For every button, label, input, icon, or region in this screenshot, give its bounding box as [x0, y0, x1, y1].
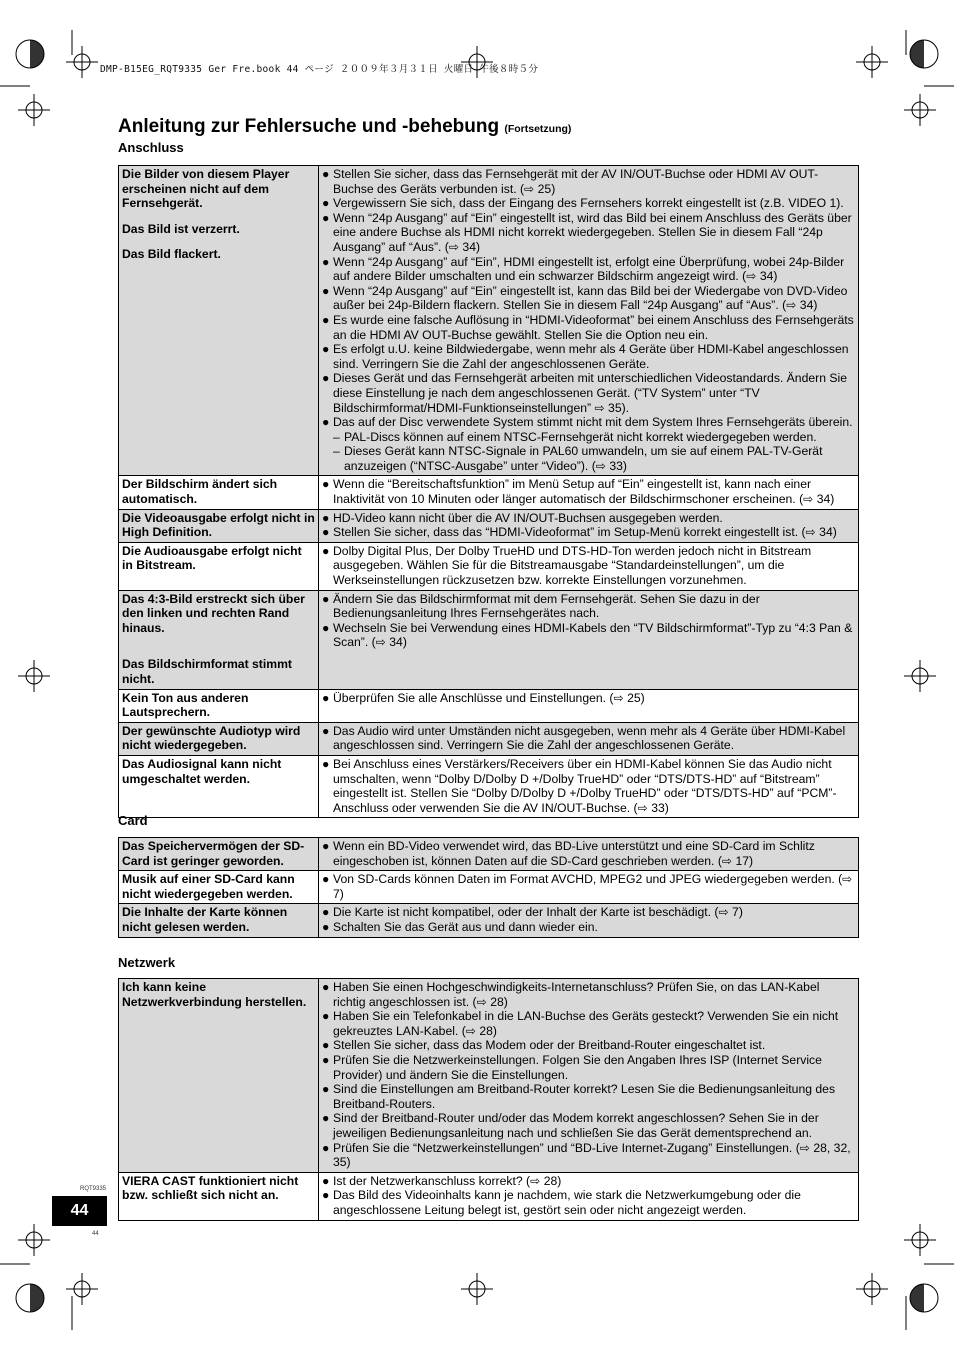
page-number-tab: 44 [52, 1196, 107, 1226]
table-row [119, 689, 859, 722]
table-row [119, 542, 859, 590]
solution-text: Die Karte ist nicht kompatibel, oder der Inhalt der Karte ist beschädigt. (⇨ 7) [333, 905, 743, 920]
solution-item [322, 371, 855, 415]
problem-text: Das Speichervermögen der SD-Card ist geringer geworden. [122, 839, 305, 868]
solution-item [322, 211, 855, 255]
solution-item [322, 1053, 855, 1082]
table-row [119, 904, 859, 937]
bullet-icon: ● [322, 872, 330, 887]
solution-text: Das Bild des Videoinhalts kann je nachdem, wie stark die Netzwerkumgebung oder die angeschlossene Leitung belegt ist, gestört sein oder nicht angezeigt werden. [333, 1188, 801, 1217]
solution-item [322, 196, 855, 211]
problem-cell [119, 979, 319, 1173]
problem-cell [119, 1172, 319, 1220]
dash-icon: – [333, 444, 340, 459]
section-heading: Netzwerk [118, 955, 176, 970]
solution-item [322, 872, 855, 901]
solution-text: Haben Sie ein Telefonkabel in die LAN-Buchse des Geräts gesteckt? Verwenden Sie ein nicht gekreuztes LAN-Kabel. (⇨ 28) [333, 1009, 839, 1038]
bullet-icon: ● [322, 510, 330, 525]
solution-text: Sind die Einstellungen am Breitband-Router korrekt? Lesen Sie die Bedienungsanleitung des Breitband-Routers. [333, 1082, 836, 1111]
page-title-suffix: (Fortsetzung) [504, 123, 572, 135]
problem-cell [119, 166, 319, 476]
solution-item [322, 980, 855, 1009]
bullet-icon: ● [322, 543, 330, 558]
bullet-icon: ● [322, 254, 330, 269]
solution-subtext: PAL-Discs können auf einem NTSC-Fernsehgerät nicht korrekt wiedergegeben werden. [344, 429, 817, 444]
problem-text: Das Bild ist verzerrt. [122, 221, 240, 236]
solution-item [322, 284, 855, 313]
bullet-icon: ● [322, 1009, 330, 1024]
problem-text: Musik auf einer SD-Card kann nicht wiedergegeben werden. [122, 872, 295, 901]
solution-item [322, 1009, 855, 1038]
bullet-icon: ● [322, 1140, 330, 1155]
bullet-icon: ● [322, 1173, 330, 1188]
bullet-icon: ● [322, 477, 330, 492]
solution-text: Prüfen Sie die “Netzwerkeinstellungen” und “BD-Live Internet-Zugang” Einstellungen. (⇨ 28, 32, 35) [333, 1140, 851, 1170]
problem-cell [119, 838, 319, 871]
problem-text: Ich kann keine Netzwerkverbindung herstellen. [122, 980, 307, 1009]
solution-item [322, 839, 855, 868]
page-title-text: Anleitung zur Fehlersuche und -behebung [118, 116, 500, 137]
solution-item [322, 920, 855, 935]
solution-text: Dolby Digital Plus, Der Dolby TrueHD und DTS-HD-Ton werden jedoch nicht in Bitstream ausgegeben. Wählen Sie für die Bitstreamausgabe “Standardeinstellungen”, um die Werkseinstellungen rückzusetzen bzw. korrekte Einstellungen vorzunehmen. [333, 543, 812, 588]
solution-text: Von SD-Cards können Daten im Format AVCHD, MPEG2 und JPEG wiedergegeben werden. (⇨ 7) [333, 872, 853, 901]
bullet-icon: ● [322, 919, 330, 934]
bullet-icon: ● [322, 342, 330, 357]
solution-item [322, 313, 855, 342]
bullet-icon: ● [322, 980, 330, 994]
table-row [119, 838, 859, 871]
problem-text: VIERA CAST funktioniert nicht bzw. schließt sich nicht an. [122, 1173, 299, 1203]
solution-cell [319, 476, 859, 509]
solution-cell [319, 1172, 859, 1220]
troubleshooting-table [118, 165, 859, 818]
solution-cell [319, 166, 859, 476]
footer-number: 44 [92, 1231, 99, 1237]
bullet-icon: ● [322, 210, 330, 225]
solution-text: Bei Anschluss eines Verstärkers/Receivers über ein HDMI-Kabel können Sie das Audio nicht umschalten, wenn “Dolby D/Dolby D +/Dolby TrueHD” oder “DTS/DTS-HD” auf “Bitstream” eingestellt ist. Stellen Sie “Dolby D/Dolby D +/Dolby TrueHD” oder “DTS/DTS-HD” auf “PCM”-Anschluss oder verwenden Sie die AV IN/OUT-Buchse. (⇨ 33) [333, 756, 837, 815]
solution-item [322, 1174, 855, 1189]
troubleshooting-table [118, 837, 859, 938]
solution-cell [319, 871, 859, 904]
troubleshooting-table [118, 978, 859, 1221]
solution-subitem [322, 430, 855, 445]
solution-text: Schalten Sie das Gerät aus und dann wieder ein. [333, 919, 598, 934]
solution-text: Ändern Sie das Bildschirmformat mit dem Fernsehgerät. Sehen Sie dazu in der Bedienungsanleitung Ihres Fernsehgerätes nach. [333, 591, 760, 621]
bullet-icon: ● [322, 525, 330, 540]
problem-text: Das Bild flackert. [122, 247, 221, 262]
bullet-icon: ● [322, 415, 330, 430]
solution-subtext: Dieses Gerät kann NTSC-Signale in PAL60 umwandeln, um sie auf einem PAL-TV-Gerät anzuzeigen (“NTSC-Ausgabe” unter “Video”). (⇨ 33) [344, 444, 823, 473]
solution-item [322, 1188, 855, 1217]
problem-cell [119, 755, 319, 817]
solution-text: HD-Video kann nicht über die AV IN/OUT-Buchsen ausgegeben werden. [333, 510, 723, 525]
solution-text: Wenn “24p Ausgang” auf “Ein”, HDMI eingestellt ist, erfolgt eine Überprüfung, wobei 24p-Bilder auf andere Bilder umschalten und ein schwarzer Bildschirm angezeigt wird. (⇨ 34) [333, 254, 845, 284]
solution-subitem [322, 444, 855, 473]
print-header: DMP-B15EG_RQT9335 Ger Fre.book 44 ページ ２００９年３月３１日 火曜日 午後８時５分 [100, 64, 539, 75]
bullet-icon: ● [322, 371, 330, 386]
bullet-icon: ● [322, 196, 330, 211]
bullet-icon: ● [322, 1188, 330, 1203]
problem-text: Das Audiosignal kann nicht umgeschaltet werden. [122, 756, 282, 786]
problem-cell [119, 476, 319, 509]
table-row [119, 590, 859, 689]
bullet-icon: ● [322, 1111, 330, 1126]
solution-text: Stellen Sie sicher, dass das “HDMI-Videoformat” im Setup-Menü korrekt eingestellt ist. (⇨ 34) [333, 525, 837, 540]
bullet-icon: ● [322, 620, 330, 635]
bullet-icon: ● [322, 1038, 330, 1053]
solution-text: Wenn “24p Ausgang” auf “Ein” eingestellt ist, wird das Bild bei einem Anschluss des Geräts über eine andere Buchse als HDMI nicht korrekt wiedergegeben. Stellen Sie in diesem Fall “24p Ausgang” auf “Aus”. (⇨ 34) [333, 210, 852, 254]
table-row [119, 979, 859, 1173]
bullet-icon: ● [322, 723, 330, 738]
solution-text: Stellen Sie sicher, dass das Fernsehgerät mit der AV IN/OUT-Buchse oder HDMI AV OUT-Buchse des Geräts verbunden ist. (⇨ 25) [333, 167, 819, 196]
problem-text: Der gewünschte Audiotyp wird nicht wiedergegeben. [122, 723, 301, 753]
bullet-icon: ● [322, 312, 330, 327]
solution-item [322, 544, 855, 588]
problem-cell [119, 590, 319, 689]
solution-text: Das Audio wird unter Umständen nicht ausgegeben, wenn mehr als 4 Geräte über HDMI-Kabel angeschlossen sind. Verringern Sie die Zahl der angeschlossenen Geräte. [333, 723, 846, 753]
solution-cell [319, 689, 859, 722]
doc-code: RQT9335 [80, 1186, 107, 1192]
problem-cell [119, 542, 319, 590]
solution-item [322, 1038, 855, 1053]
table-row [119, 476, 859, 509]
problem-text: Die Videoausgabe erfolgt nicht in High Definition. [122, 510, 315, 540]
problem-cell [119, 722, 319, 755]
problem-text: Die Bilder von diesem Player erscheinen nicht auf dem Fernsehgerät. [122, 167, 290, 211]
bullet-icon: ● [322, 690, 330, 705]
solution-item [322, 255, 855, 284]
table-row [119, 1172, 859, 1220]
problem-cell [119, 904, 319, 937]
solution-cell [319, 590, 859, 689]
page-title [118, 116, 571, 138]
solution-item [322, 1111, 855, 1140]
solution-text: Sind der Breitband-Router und/oder das Modem korrekt angeschlossen? Sehen Sie in der jeweiligen Bedienungsanleitung nach und schließen Sie das Gerät dementsprechend an. [333, 1111, 819, 1140]
problem-text: Die Inhalte der Karte können nicht gelesen werden. [122, 905, 288, 934]
solution-cell [319, 904, 859, 937]
solution-text: Haben Sie einen Hochgeschwindigkeits-Internetanschluss? Prüfen Sie, on das LAN-Kabel richtig angeschlossen ist. (⇨ 28) [333, 980, 820, 1009]
solution-text: Wenn die “Bereitschaftsfunktion” im Menü Setup auf “Ein” eingestellt ist, kann nach einer Inaktivität von 10 Minuten oder länger automatisch der Bildschirmschoner erscheinen. (⇨ 34) [333, 477, 835, 507]
solution-text: Dieses Gerät und das Fernsehgerät arbeiten mit unterschiedlichen Videostandards. Ändern Sie diese Einstellung je nach dem angeschlossenen Gerät. (“TV System” unter “TV Bildschirmformat/HDMI-Funktionseinstellungen” ⇨ 35). [333, 371, 847, 415]
problem-cell [119, 509, 319, 542]
solution-text: Vergewissern Sie sich, dass der Eingang des Fernsehers korrekt eingestellt ist (z.B. VIDEO 1). [333, 196, 844, 211]
solution-text: Das auf der Disc verwendete System stimmt nicht mit dem System Ihres Fernsehgeräts überein. [333, 415, 853, 430]
bullet-icon: ● [322, 756, 330, 771]
problem-text: Die Audioausgabe erfolgt nicht in Bitstream. [122, 543, 302, 573]
solution-item [322, 691, 855, 706]
solution-item [322, 757, 855, 815]
solution-item [322, 1141, 855, 1170]
solution-text: Prüfen Sie die Netzwerkeinstellungen. Folgen Sie den Angaben Ihres ISP (Internet Service Provider) und ändern Sie die Einstellungen. [333, 1052, 822, 1082]
solution-cell [319, 542, 859, 590]
problem-text: Das Bildschirmformat stimmt nicht. [122, 657, 292, 686]
solution-cell [319, 755, 859, 817]
solution-text: Wechseln Sie bei Verwendung eines HDMI-Kabels den “TV Bildschirmformat”-Typ zu “4:3 Pan & Scan”. (⇨ 34) [333, 620, 853, 650]
solution-item [322, 167, 855, 196]
bullet-icon: ● [322, 167, 330, 181]
solution-item [322, 1082, 855, 1111]
solution-text: Es wurde eine falsche Auflösung in “HDMI-Videoformat” bei einem Anschluss des Fernsehgeräts an die HDMI AV OUT-Buchse gewählt. Stellen Sie die Option neu ein. [333, 312, 854, 342]
solution-text: Wenn ein BD-Video verwendet wird, das BD-Live unterstützt und eine SD-Card im Schlitz eingeschoben ist, können Daten auf die SD-Card geschrieben werden. (⇨ 17) [333, 839, 815, 868]
bullet-icon: ● [322, 1082, 330, 1097]
section-heading: Anschluss [118, 140, 184, 155]
solution-cell [319, 838, 859, 871]
solution-text: Überprüfen Sie alle Anschlüsse und Einstellungen. (⇨ 25) [333, 690, 645, 705]
bullet-icon: ● [322, 283, 330, 298]
dash-icon: – [333, 429, 340, 444]
problem-cell [119, 871, 319, 904]
solution-cell [319, 509, 859, 542]
section-heading: Card [118, 813, 148, 828]
solution-text: Stellen Sie sicher, dass das Modem oder der Breitband-Router eingeschaltet ist. [333, 1038, 766, 1053]
bullet-icon: ● [322, 591, 330, 606]
problem-text: Der Bildschirm ändert sich automatisch. [122, 477, 278, 507]
solution-item [322, 342, 855, 371]
solution-item [322, 415, 855, 430]
solution-item [322, 592, 855, 621]
table-row [119, 871, 859, 904]
problem-text: Kein Ton aus anderen Lautsprechern. [122, 690, 249, 720]
solution-item [322, 724, 855, 753]
solution-item [322, 621, 855, 650]
table-row [119, 509, 859, 542]
solution-text: Ist der Netzwerkanschluss korrekt? (⇨ 28) [333, 1173, 562, 1188]
problem-cell [119, 689, 319, 722]
table-row [119, 166, 859, 476]
solution-item [322, 477, 855, 506]
bullet-icon: ● [322, 839, 330, 853]
solution-text: Wenn “24p Ausgang” auf “Ein” eingestellt ist, kann das Bild bei der Wiedergabe von DVD-Video außer bei 24p-Bildern flackern. Stellen Sie in diesem Fall “24p Ausgang” auf “Aus”. (⇨ 34) [333, 283, 848, 313]
bullet-icon: ● [322, 905, 330, 920]
problem-text: Das 4:3-Bild erstreckt sich über den linken und rechten Rand hinaus. [122, 591, 305, 635]
solution-text: Es erfolgt u.U. keine Bildwiedergabe, wenn mehr als 4 Geräte über HDMI-Kabel angeschlossen sind. Verringern Sie die Zahl der angeschlossenen Geräte. [333, 342, 849, 371]
table-row [119, 755, 859, 817]
solution-item [322, 905, 855, 920]
table-row [119, 722, 859, 755]
bullet-icon: ● [322, 1052, 330, 1067]
solution-cell [319, 722, 859, 755]
solution-item [322, 525, 855, 540]
solution-item [322, 511, 855, 526]
solution-cell [319, 979, 859, 1173]
